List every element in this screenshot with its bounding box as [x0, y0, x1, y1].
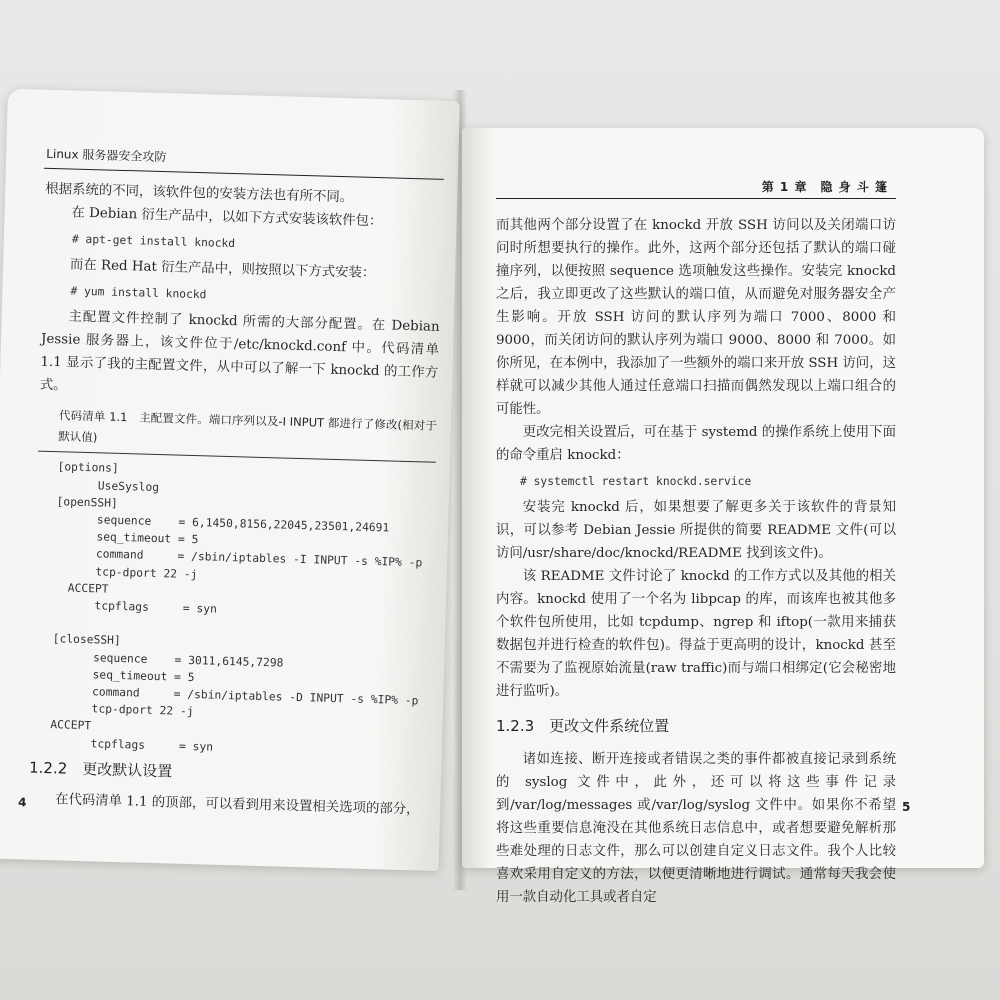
right-header-rule — [496, 198, 896, 199]
left-running-header: Linux 服务器安全攻防 — [46, 146, 167, 165]
right-running-header: 第 1 章 隐 身 斗 篷 — [761, 180, 888, 194]
paragraph: 而其他两个部分设置了在 knockd 开放 SSH 访问以及关闭端口访问时所想要执行的操作。此外，这两个部分还包括了默认的端口碰撞序列，以便按照 sequence 选项触发这些操作。安装完 knockd 之后，我立即更改了这些默认的端口值，从而避免对服务器安全产生影响。开放 SSH 访问的默认序列为端口 7000、8000 和 9000，而关闭访问的默认序列为端口 9000、8000 和 7000。如你所见，在本例中，我添加了一些额外的端口来开放 SSH 访问，这样就可以减少其他人通过任意端口扫描而偶然发现以上端口组合的可能性。 — [496, 218, 896, 417]
code-line: # yum install knockd — [70, 284, 207, 302]
code-listing: [options] UseSyslog [openSSH] sequence = 6,1450,8156,22045,23501,24691 seq_timeout = 5 command = /sbin/iptables -I INPUT -s %IP% -p tcp-dport 22 -j ACCEPT tcpflags = syn [closeSSH] sequence = 3011,6145,7298 seq_timeout = 5 command = /sbin/iptables -D INPUT -s %IP% -p tcp-dport 22 -j ACCEPT tcpflags = syn — [49, 460, 423, 754]
paragraph: 更改完相关设置后，可在基于 systemd 的操作系统上使用下面的命令重启 knockd： — [496, 425, 896, 463]
section-title: 1.2.3 更改文件系统位置 — [496, 717, 670, 736]
left-body — [28, 178, 444, 822]
right-body — [496, 214, 896, 909]
listing-caption: 代码清单 1.1 主配置文件。端口序列以及-I INPUT 都进行了修改(相对于默认值) — [58, 408, 438, 445]
paragraph: 诸如连接、断开连接或者错误之类的事件都被直接记录到系统的 syslog 文件中，此外，还可以将这些事件记录到/var/log/messages 或/var/log/syslog 文件中。如果你不希望将这些重要信息淹没在其他系统日志信息中，或者想要避免解析那些难处理的日志文件，那么可以创建自定义日志文件。我个人比较喜欢采用自定义的方法，以便更清晰地进行调试。通常每天我会使用一款自动化工具或者自定 — [496, 752, 896, 906]
paragraph: 在 Debian 衍生产品中，以如下方式安装该软件包： — [71, 205, 383, 230]
code-line: # apt-get install knockd — [71, 232, 236, 251]
left-page-number: 4 — [17, 795, 27, 810]
paragraph: 在代码清单 1.1 的顶部，可以看到用来设置相关选项的部分， — [54, 792, 420, 818]
paragraph: 安装完 knockd 后，如果想要了解更多关于该软件的背景知识，可以参考 Debian Jessie 所提供的简要 README 文件(可以访问/usr/share/doc/knockd/README 找到该文件)。 — [496, 500, 896, 562]
paragraph: 根据系统的不同，该软件包的安装方法也有所不同。 — [45, 181, 354, 206]
left-header-rule — [44, 168, 444, 180]
section-title: 1.2.2 更改默认设置 — [28, 758, 173, 781]
code-line: # systemctl restart knockd.service — [520, 475, 752, 488]
paragraph: 而在 Red Hat 衍生产品中，则按照以下方式安装： — [69, 257, 376, 282]
paragraph: 主配置文件控制了 knockd 所需的大部分配置。在 Debian Jessie 服务器上，该文件位于/etc/knockd.conf 中。代码清单 1.1 显示了我的主配置文件，从中可以了解一下 knockd 的工作方式。 — [39, 309, 440, 394]
right-page — [462, 128, 984, 906]
left-page — [0, 89, 460, 871]
right-page-number: 5 — [902, 800, 911, 814]
paragraph: 该 README 文件讨论了 knockd 的工作方式以及其他的相关内容。knockd 使用了一个名为 libpcap 的库，而该库也被其他多个软件包所使用，比如 tcpdump、ngrep 和 iftop(一款用来捕获数据包并进行检查的软件包)。得益于更高明的设计，knockd 甚至不需要为了监视原始流量(raw traffic)而与端口相绑定(它会秘密地进行监听)。 — [496, 569, 896, 700]
